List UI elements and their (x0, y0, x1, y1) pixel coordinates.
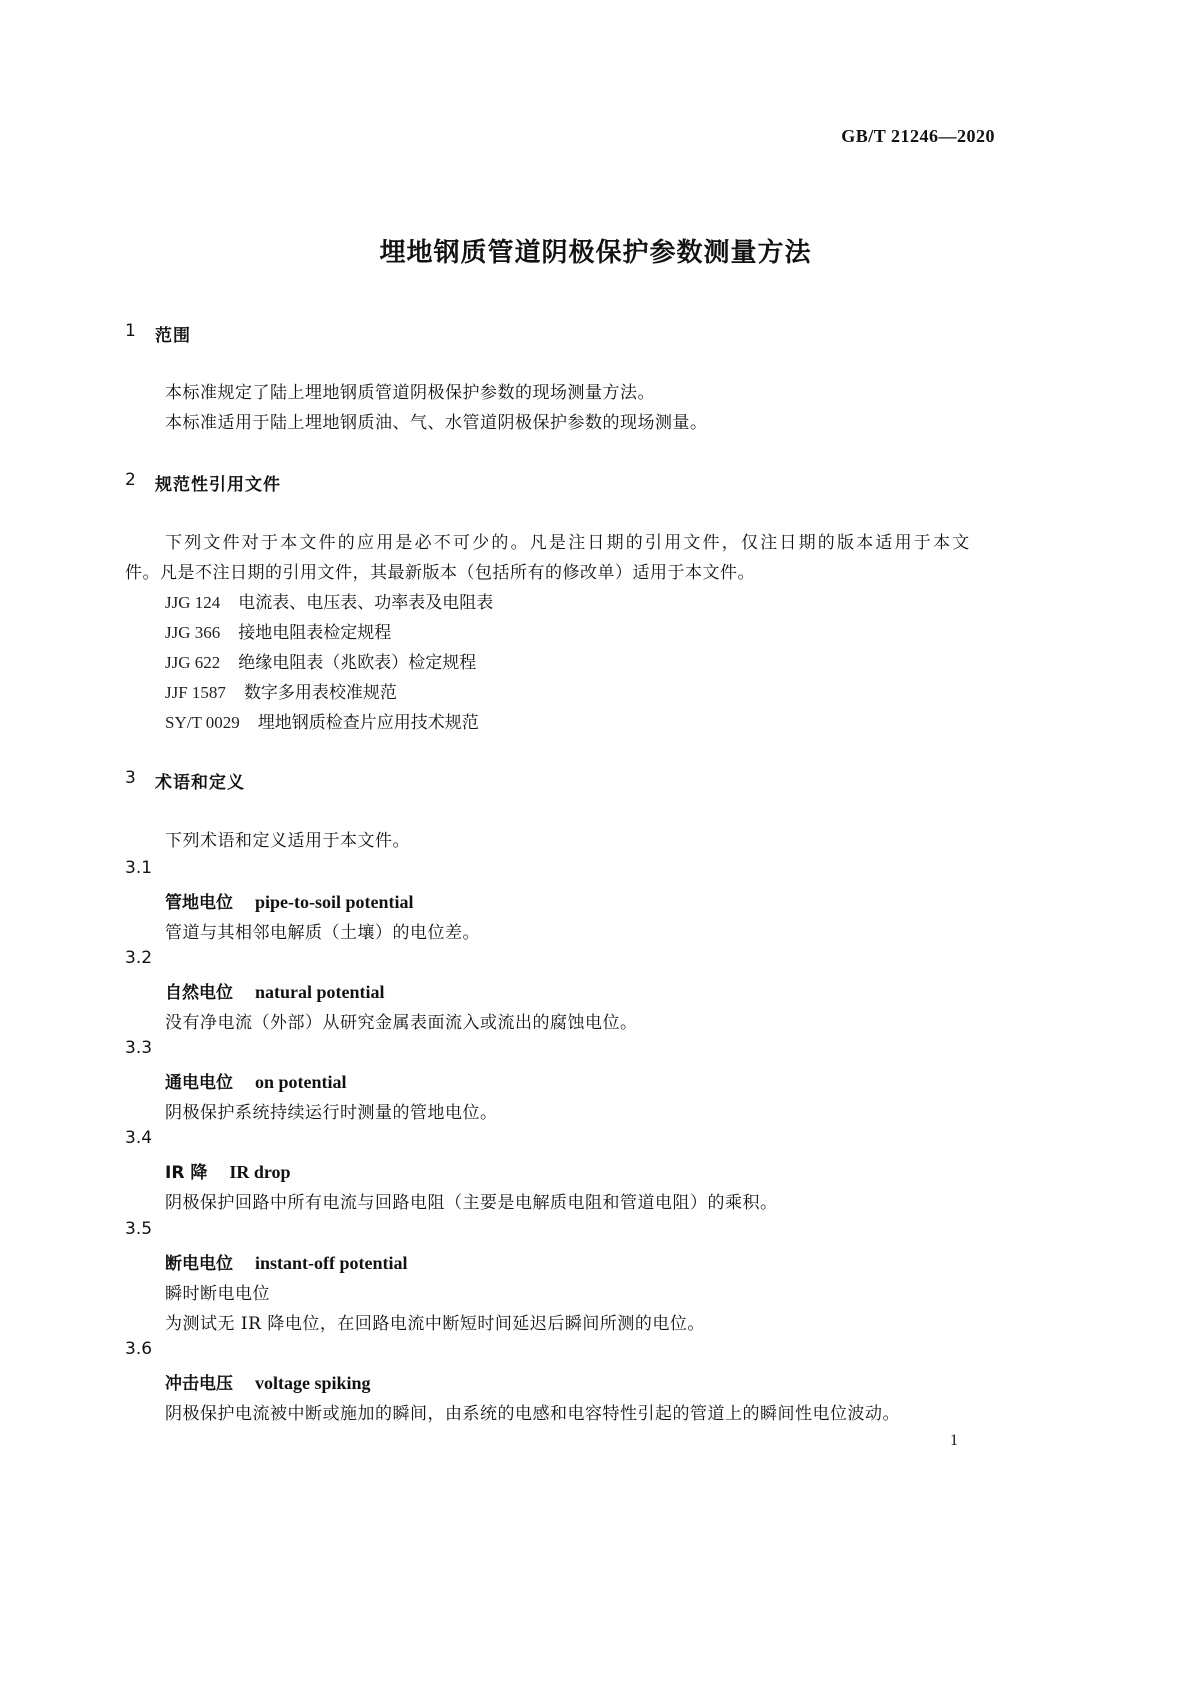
term-chinese: IR 降 (165, 1163, 208, 1183)
reference-item (165, 618, 391, 643)
reference-code: SY/T 0029 (165, 713, 240, 732)
term-english: IR drop (229, 1162, 291, 1182)
reference-title: 电流表、电压表、功率表及电阻表 (238, 593, 494, 613)
term-definition: 阴极保护回路中所有电流与回路电阻（主要是电解质电阻和管道电阻）的乘积。 (165, 1193, 778, 1213)
standard-code: GB/T 21246—2020 (841, 126, 995, 146)
term-definition: 阴极保护系统持续运行时测量的管地电位。 (165, 1103, 498, 1123)
reference-code: JJG 366 (165, 623, 221, 642)
reference-code: JJG 124 (165, 593, 221, 612)
term-heading (165, 1068, 347, 1093)
section-2-intro-continued: 件。凡是不注日期的引用文件，其最新版本（包括所有的修改单）适用于本文件。 (125, 563, 755, 583)
term-heading (165, 1158, 291, 1183)
term-english: natural potential (255, 982, 385, 1002)
section-2-intro: 下列文件对于本文件的应用是必不可少的。凡是注日期的引用文件，仅注日期的版本适用于本文 (165, 533, 972, 553)
section-3-title: 术语和定义 (155, 773, 245, 793)
section-1-number: 1 (125, 321, 136, 341)
section-2-number: 2 (125, 470, 136, 490)
reference-title: 数字多用表校准规范 (243, 683, 397, 703)
term-number: 3.5 (125, 1219, 153, 1239)
reference-code: JJF 1587 (165, 683, 226, 702)
term-heading (165, 888, 414, 913)
reference-title: 接地电阻表检定规程 (238, 623, 392, 643)
term-chinese: 自然电位 (165, 983, 233, 1003)
term-definition: 为测试无 IR 降电位，在回路电流中断短时间延迟后瞬间所测的电位。 (165, 1314, 705, 1334)
reference-item (165, 678, 397, 703)
term-synonym: 瞬时断电电位 (165, 1284, 270, 1304)
section-1-paragraph: 本标准适用于陆上埋地钢质油、气、水管道阴极保护参数的现场测量。 (165, 413, 708, 433)
section-3-intro: 下列术语和定义适用于本文件。 (165, 831, 410, 851)
term-heading (165, 1249, 408, 1274)
reference-title: 埋地钢质检查片应用技术规范 (257, 713, 479, 733)
term-chinese: 通电电位 (165, 1073, 233, 1093)
reference-code: JJG 622 (165, 653, 221, 672)
term-chinese: 断电电位 (165, 1254, 233, 1274)
section-3-number: 3 (125, 768, 136, 788)
term-heading (165, 978, 385, 1003)
page-number: 1 (950, 1432, 958, 1449)
term-english: pipe-to-soil potential (255, 892, 414, 912)
term-number: 3.2 (125, 948, 153, 968)
term-english: on potential (255, 1072, 347, 1092)
reference-title: 绝缘电阻表（兆欧表）检定规程 (238, 653, 477, 673)
term-number: 3.3 (125, 1038, 153, 1058)
term-definition: 阴极保护电流被中断或施加的瞬间，由系统的电感和电容特性引起的管道上的瞬间性电位波动。 (165, 1404, 900, 1424)
term-heading (165, 1369, 371, 1394)
section-2-title: 规范性引用文件 (155, 475, 281, 495)
term-chinese: 管地电位 (165, 893, 233, 913)
section-1-paragraph: 本标准规定了陆上埋地钢质管道阴极保护参数的现场测量方法。 (165, 383, 655, 403)
term-number: 3.6 (125, 1339, 153, 1359)
term-english: instant-off potential (255, 1253, 408, 1273)
term-definition: 管道与其相邻电解质（土壤）的电位差。 (165, 923, 480, 943)
term-number: 3.4 (125, 1128, 153, 1148)
section-1-title: 范围 (155, 326, 191, 346)
reference-item (165, 708, 479, 733)
reference-item (165, 588, 493, 613)
term-chinese: 冲击电压 (165, 1374, 233, 1394)
document-title: 埋地钢质管道阴极保护参数测量方法 (379, 238, 812, 268)
term-number: 3.1 (125, 858, 153, 878)
reference-item (165, 648, 476, 673)
term-definition: 没有净电流（外部）从研究金属表面流入或流出的腐蚀电位。 (165, 1013, 638, 1033)
term-english: voltage spiking (255, 1373, 371, 1393)
